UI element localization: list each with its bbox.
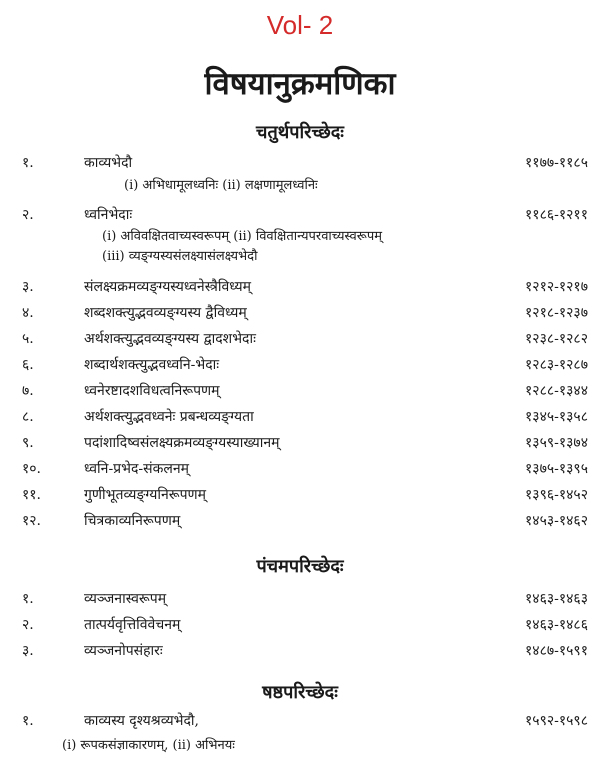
toc-entry <box>0 380 600 402</box>
entry-pages: १४६३-१४८६ <box>525 617 588 633</box>
entry-pages: १४६३-१४६३ <box>525 591 588 607</box>
entry-number: १०. <box>22 461 42 477</box>
section-heading: षष्ठपरिच्छेदः <box>262 682 338 703</box>
entry-number: १. <box>22 155 34 171</box>
entry-title: व्यञ्जनास्वरूपम् <box>84 591 167 607</box>
toc-entry <box>0 152 600 174</box>
entry-subitems: (iii) व्यङ्ग्यस्यसंलक्ष्यासंलक्ष्यभेदौ <box>102 249 258 264</box>
entry-number: २. <box>22 207 34 223</box>
toc-entry <box>0 710 600 732</box>
entry-pages: १३९६-१४५२ <box>525 487 588 503</box>
entry-subitems: (i) अभिधामूलध्वनिः (ii) लक्षणामूलध्वनिः <box>124 178 318 193</box>
entry-title: ध्वनि-प्रभेद-संकलनम् <box>84 461 189 477</box>
entry-title: अर्थशक्त्युद्भवव्यङ्ग्यस्य द्वादशभेदाः <box>84 331 256 347</box>
entry-pages: १२१८-१२३७ <box>525 305 588 321</box>
entry-subitems: (i) अविवक्षितवाच्यस्वरूपम् (ii) विवक्षितान्यपरवाच्यस्वरूपम् <box>102 229 383 244</box>
toc-entry <box>0 614 600 636</box>
entry-pages: १२८३-१२८७ <box>525 357 588 373</box>
entry-pages: १२८८-१३४४ <box>525 383 588 399</box>
entry-title: व्यञ्जनोपसंहारः <box>84 643 163 659</box>
entry-number: २. <box>22 617 34 633</box>
entry-subitems: (i) रूपकसंज्ञाकारणम्, (ii) अभिनयः <box>62 738 235 753</box>
toc-entry <box>0 328 600 350</box>
entry-number: ८. <box>22 409 34 425</box>
toc-entry <box>0 406 600 428</box>
section-heading: पंचमपरिच्छेदः <box>256 556 344 577</box>
entry-number: ९. <box>22 435 34 451</box>
entry-number: ७. <box>22 383 34 399</box>
toc-entry <box>0 588 600 610</box>
entry-pages: १३७५-१३९५ <box>525 461 588 477</box>
entry-number: ६. <box>22 357 34 373</box>
entry-title: संलक्ष्यक्रमव्यङ्ग्यस्यध्वनेस्त्रैविध्यम् <box>84 279 252 295</box>
entry-number: ४. <box>22 305 34 321</box>
toc-entry <box>0 354 600 376</box>
toc-entry <box>0 302 600 324</box>
entry-number: ३. <box>22 279 34 295</box>
entry-title: अर्थशक्त्युद्भवध्वनेः प्रबन्धव्यङ्ग्यता <box>84 409 254 425</box>
entry-pages: ११८६-१२११ <box>525 207 588 223</box>
entry-pages: १२३८-१२८२ <box>525 331 588 347</box>
entry-title: चित्रकाव्यनिरूपणम् <box>84 513 181 529</box>
toc-entry <box>0 484 600 506</box>
entry-number: १. <box>22 713 34 729</box>
toc-entry <box>0 276 600 298</box>
toc-entry <box>0 640 600 662</box>
entry-number: ३. <box>22 643 34 659</box>
entry-title: ध्वनेरष्टादशविधत्वनिरूपणम् <box>84 383 220 399</box>
entry-title: शब्दशक्त्युद्भवव्यङ्ग्यस्य द्वैविध्यम् <box>84 305 247 321</box>
entry-pages: ११७७-११८५ <box>525 155 588 171</box>
entry-title: काव्यभेदौ <box>84 155 133 171</box>
entry-pages: १३५९-१३७४ <box>525 435 588 451</box>
toc-entry <box>0 458 600 480</box>
entry-pages: १५९२-१५९८ <box>525 713 588 729</box>
entry-pages: १२१२-१२१७ <box>525 279 588 295</box>
toc-entry <box>0 432 600 454</box>
entry-pages: १४८७-१५९१ <box>525 643 588 659</box>
toc-entry <box>0 204 600 226</box>
entry-title: गुणीभूतव्यङ्ग्यनिरूपणम् <box>84 487 207 503</box>
toc-entry <box>0 510 600 532</box>
entry-number: ११. <box>22 487 42 503</box>
entry-title: ध्वनिभेदाः <box>84 207 133 223</box>
entry-pages: १३४५-१३५८ <box>525 409 588 425</box>
entry-title: काव्यस्य दृश्यश्रव्यभेदौ, <box>84 713 199 729</box>
volume-label: Vol- 2 <box>266 10 334 40</box>
entry-title: पदांशादिष्वसंलक्ष्यक्रमव्यङ्ग्यस्याख्यानम् <box>84 435 280 451</box>
entry-title: तात्पर्यवृत्तिविवेचनम् <box>84 617 181 633</box>
entry-number: १२. <box>22 513 42 529</box>
entry-number: १. <box>22 591 34 607</box>
section-heading: चतुर्थपरिच्छेदः <box>256 122 344 143</box>
entry-title: शब्दार्थशक्त्युद्भवध्वनि-भेदाः <box>84 357 220 373</box>
entry-pages: १४५३-१४६२ <box>525 513 588 529</box>
entry-number: ५. <box>22 331 34 347</box>
page-title: विषयानुक्रमणिका <box>204 66 396 102</box>
